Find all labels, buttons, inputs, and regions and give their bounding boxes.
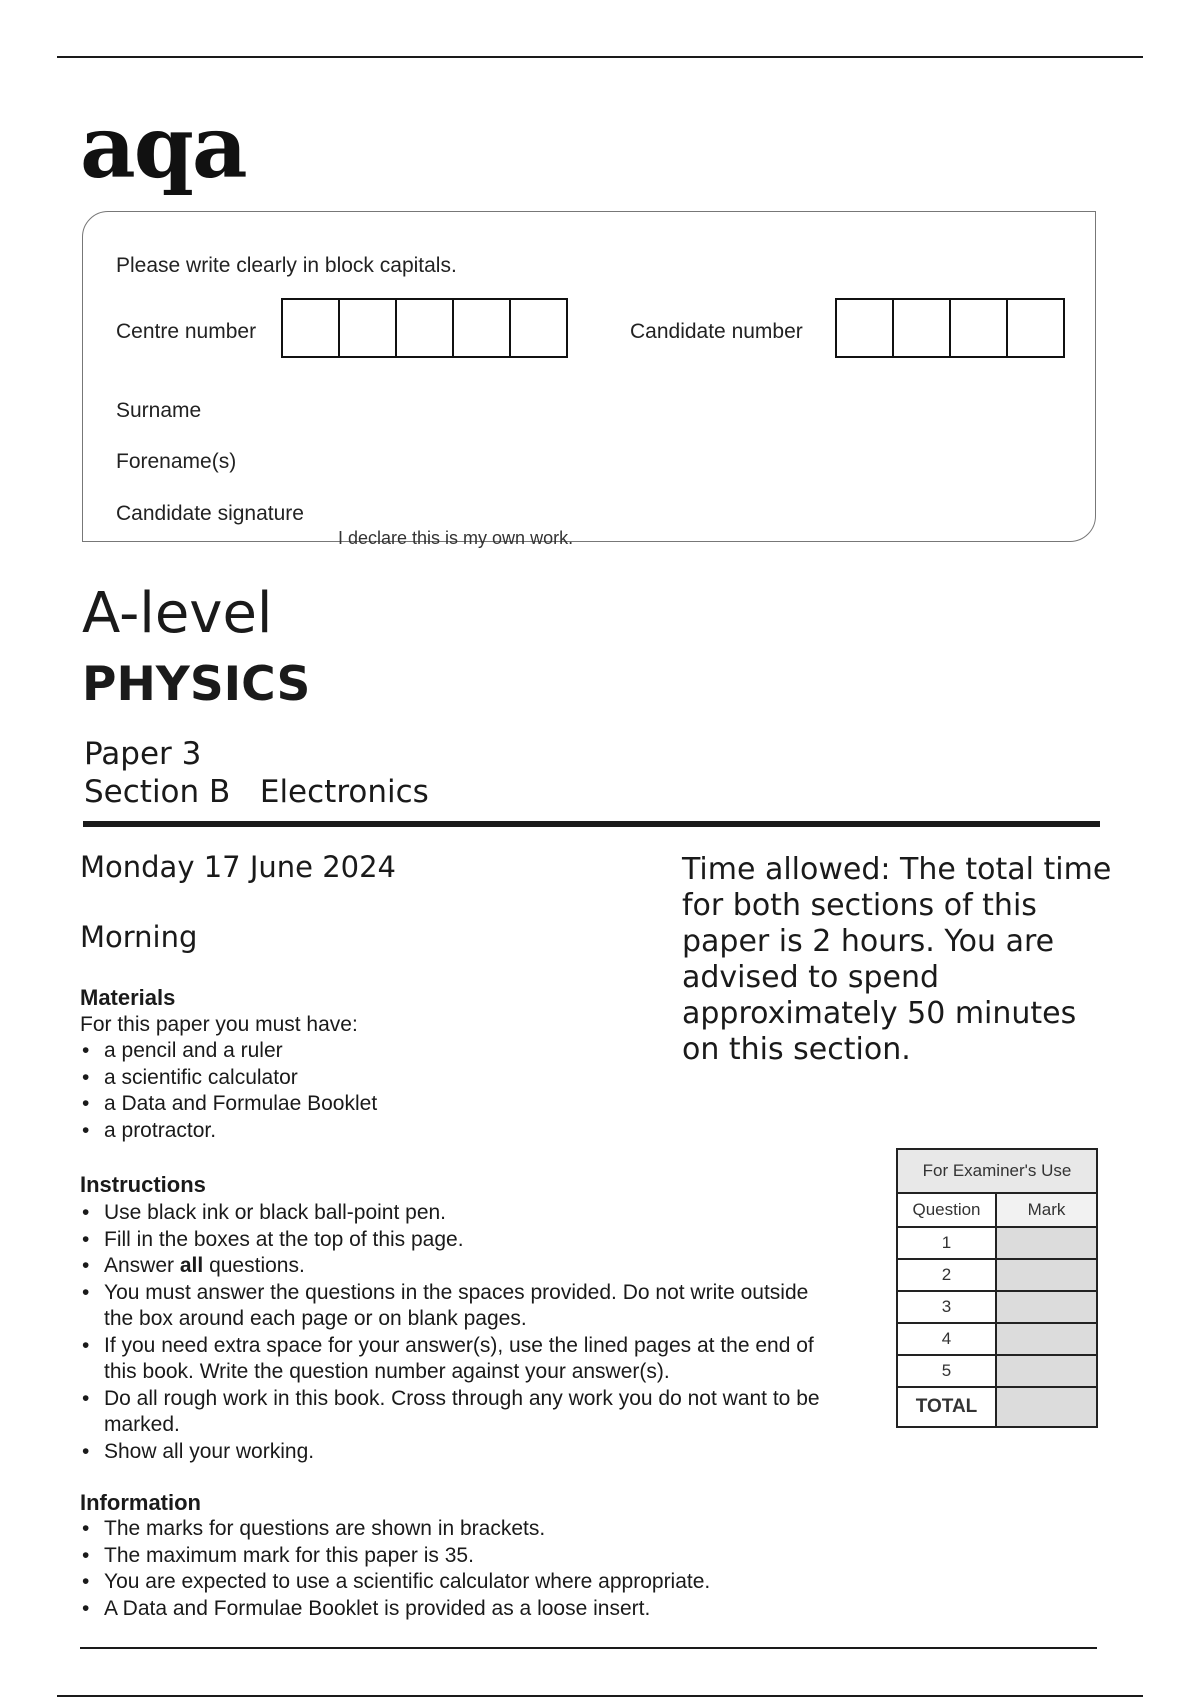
centre-number-boxes: [281, 298, 568, 358]
mark-cell: [996, 1323, 1097, 1355]
list-item: • The maximum mark for this paper is 35.: [80, 1543, 880, 1570]
candidate-number-digit[interactable]: [951, 300, 1008, 356]
list-item: • You must answer the questions in the spaces provided. Do not write outside the box around each page or on blank pages.: [80, 1280, 840, 1333]
centre-number-digit[interactable]: [283, 300, 340, 356]
materials-intro: For this paper you must have:: [80, 1013, 358, 1036]
table-row: [897, 1291, 1097, 1323]
top-rule: [57, 56, 1143, 58]
list-item: • Do all rough work in this book. Cross through any work you do not want to be marked.: [80, 1386, 840, 1439]
qualification-level: A-level: [82, 581, 273, 646]
mark-column-header: Mark: [996, 1193, 1097, 1227]
declaration-text: I declare this is my own work.: [338, 528, 574, 548]
centre-number-label: Centre number: [116, 320, 257, 343]
table-row: [897, 1323, 1097, 1355]
candidate-number-digit[interactable]: [894, 300, 951, 356]
table-row: [897, 1259, 1097, 1291]
time-allowed: Time allowed: The total time for both sections of this paper is 2 hours. You are advised to spend approximately 50 minutes on this section.: [682, 852, 1112, 1067]
examiners-use-table: [896, 1148, 1098, 1428]
paper-number: Paper 3: [84, 736, 202, 772]
centre-number-digit[interactable]: [454, 300, 511, 356]
instructions-list: [80, 1200, 840, 1465]
exam-date: Monday 17 June 2024: [80, 850, 396, 884]
subject-title: PHYSICS: [82, 657, 311, 712]
list-item: • Fill in the boxes at the top of this page.: [80, 1227, 840, 1254]
paper-details: [84, 735, 429, 811]
aqa-logo: aqa: [80, 97, 246, 198]
table-row: [897, 1387, 1097, 1427]
forenames-label: Forename(s): [116, 450, 237, 473]
list-item: • If you need extra space for your answer(s), use the lined pages at the end of this book. Write the question number against your answer(s).: [80, 1333, 840, 1386]
materials-heading: Materials: [80, 985, 176, 1010]
total-mark-cell: [996, 1387, 1097, 1427]
question-number: 5: [897, 1355, 996, 1387]
instructions-heading: Instructions: [80, 1172, 206, 1197]
mark-cell: [996, 1355, 1097, 1387]
question-number: 1: [897, 1227, 996, 1259]
list-item: • You are expected to use a scientific calculator where appropriate.: [80, 1569, 880, 1596]
candidate-number-digit[interactable]: [837, 300, 894, 356]
all-emphasis: all: [179, 1254, 204, 1277]
answer-text: Answer: [104, 1254, 175, 1277]
centre-number-digit[interactable]: [511, 300, 566, 356]
questions-text: questions.: [209, 1254, 305, 1277]
candidate-number-boxes: [835, 298, 1065, 358]
mark-cell: [996, 1291, 1097, 1323]
candidate-number-digit[interactable]: [1008, 300, 1063, 356]
centre-number-digit[interactable]: [397, 300, 454, 356]
exam-session: Morning: [80, 920, 198, 954]
block-capitals-instruction: Please write clearly in block capitals.: [116, 254, 457, 277]
list-item: • a Data and Formulae Booklet: [80, 1091, 377, 1118]
examiners-use-title: For Examiner's Use: [897, 1149, 1097, 1193]
heading-rule: [83, 821, 1100, 827]
mark-cell: [996, 1227, 1097, 1259]
list-item: • a pencil and a ruler: [80, 1038, 377, 1065]
question-number: 2: [897, 1259, 996, 1291]
footer-rule: [80, 1647, 1097, 1649]
list-item: • Show all your working.: [80, 1439, 840, 1466]
centre-number-digit[interactable]: [340, 300, 397, 356]
list-item: • The marks for questions are shown in brackets.: [80, 1516, 880, 1543]
question-number: 3: [897, 1291, 996, 1323]
list-item: [80, 1253, 840, 1280]
table-row: [897, 1227, 1097, 1259]
total-label: TOTAL: [897, 1387, 996, 1427]
signature-label: Candidate signature: [116, 502, 304, 525]
information-heading: Information: [80, 1490, 201, 1515]
section-title: Section B Electronics: [84, 774, 429, 810]
candidate-number-label: Candidate number: [630, 320, 803, 343]
list-item: • Use black ink or black ball-point pen.: [80, 1200, 840, 1227]
materials-list: [80, 1038, 377, 1144]
surname-label: Surname: [116, 399, 202, 422]
mark-cell: [996, 1259, 1097, 1291]
bottom-rule: [57, 1695, 1143, 1697]
information-list: [80, 1516, 880, 1622]
table-row: [897, 1355, 1097, 1387]
list-item: • A Data and Formulae Booklet is provided as a loose insert.: [80, 1596, 880, 1623]
question-column-header: Question: [897, 1193, 996, 1227]
list-item: • a scientific calculator: [80, 1065, 377, 1092]
question-number: 4: [897, 1323, 996, 1355]
list-item: • a protractor.: [80, 1118, 377, 1145]
